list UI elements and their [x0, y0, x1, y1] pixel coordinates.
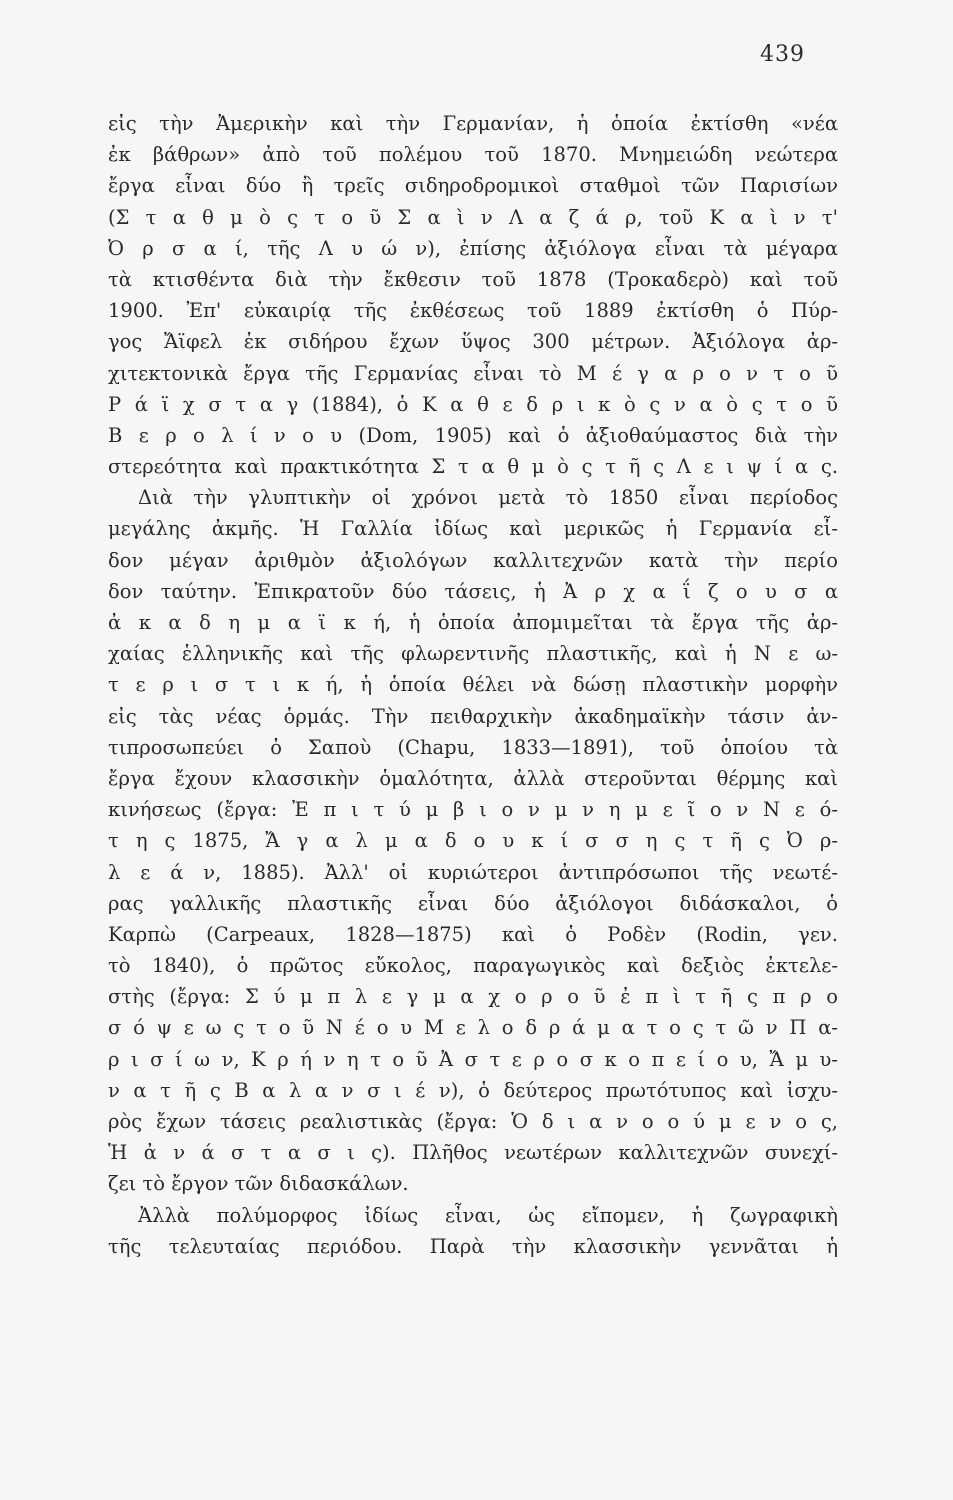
- text-line: τ η ς 1875, Ἄ γ α λ μ α δ ο υ κ ί σ σ η ς τ ῆ ς Ὀ ρ-: [108, 829, 838, 853]
- text-line: ἀ κ α δ η μ α ϊ κ ή, ἡ ὁποία ἀπομιμεῖται τὰ ἔργα τῆς ἀρ-: [108, 611, 838, 634]
- text-line: λ ε ά ν, 1885). Ἀλλ' οἱ κυριώτεροι ἀντιπρόσωποι τῆς νεωτέ-: [108, 860, 838, 884]
- text-line: χιτεκτονικὰ ἔργα τῆς Γερμανίας εἶναι τὸ Μ έ γ α ρ ο ν τ ο ῦ: [108, 361, 838, 385]
- text-line: γος Ἄϊφελ ἐκ σιδήρου ἔχων ὕψος 300 μέτρων. Ἀξιόλογα ἀρ-: [108, 330, 838, 354]
- text-line: στερεότητα καὶ πρακτικότητα Σ τ α θ μ ὸ ς τ ῆ ς Λ ε ι ψ ί α ς.: [108, 455, 838, 479]
- text-line: ἐκ βάθρων» ἀπὸ τοῦ πολέμου τοῦ 1870. Μνημειώδη νεώτερα: [108, 143, 838, 167]
- text-line: ἔργα εἶναι δύο ἢ τρεῖς σιδηροδρομικοὶ σταθμοὶ τῶν Παρισίων: [108, 174, 838, 198]
- text-line: τ ε ρ ι σ τ ι κ ή, ἡ ὁποία θέλει νὰ δώσῃ πλαστικὴν μορφὴν: [108, 673, 838, 697]
- text-line: στὴς (ἔργα: Σ ύ μ π λ ε γ μ α χ ο ρ ο ῦ ἐ π ὶ τ ῆ ς π ρ ο: [108, 985, 838, 1009]
- page-number: 439: [760, 42, 805, 67]
- text-line: ν α τ ῆ ς Β α λ α ν σ ι έ ν), ὁ δεύτερος πρωτότυπος καὶ ἰσχυ-: [108, 1078, 838, 1102]
- text-line: τιπροσωπεύει ὁ Σαποὺ (Chapu, 1833—1891), τοῦ ὁποίου τὰ: [108, 735, 838, 759]
- text-line: ρ ι σ ί ω ν, Κ ρ ή ν η τ ο ῦ Ἀ σ τ ε ρ ο σ κ ο π ε ί ο υ, Ἄ μ υ-: [108, 1047, 838, 1071]
- text-line: ζει τὸ ἔργον τῶν διδασκάλων.: [108, 1172, 409, 1196]
- text-line: ρας γαλλικῆς πλαστικῆς εἶναι δύο ἀξιόλογοι διδάσκαλοι, ὁ: [108, 891, 838, 915]
- text-line: ἔργα ἔχουν κλασσικὴν ὁμαλότητα, ἀλλὰ στεροῦνται θέρμης καὶ: [108, 766, 838, 790]
- text-line: τὸ 1840), ὁ πρῶτος εὔκολος, παραγωγικὸς καὶ δεξιὸς ἐκτελε-: [108, 954, 838, 978]
- text-line: τὰ κτισθέντα διὰ τὴν ἔκθεσιν τοῦ 1878 (Τροκαδερὸ) καὶ τοῦ: [108, 267, 838, 291]
- text-line: Β ε ρ ο λ ί ν ο υ (Dom, 1905) καὶ ὁ ἀξιοθαύμαστος διὰ τὴν: [108, 423, 838, 447]
- text-line: χαίας ἑλληνικῆς καὶ τῆς φλωρεντινῆς πλαστικῆς, καὶ ἡ Ν ε ω-: [108, 642, 838, 666]
- text-line: Διὰ τὴν γλυπτικὴν οἱ χρόνοι μετὰ τὸ 1850 εἶναι περίοδος: [138, 486, 838, 510]
- text-line: Ἡ ἀ ν ά σ τ α σ ι ς). Πλῆθος νεωτέρων καλλιτεχνῶν συνεχί-: [108, 1141, 838, 1165]
- text-line: σ ό ψ ε ω ς τ ο ῦ Ν έ ο υ Μ ε λ ο δ ρ ά μ α τ ο ς τ ῶ ν Π α-: [108, 1016, 838, 1040]
- text-line: κινήσεως (ἔργα: Ἐ π ι τ ύ μ β ι ο ν μ ν η μ ε ῖ ο ν Ν ε ό-: [108, 798, 838, 822]
- text-line: Ρ ά ϊ χ σ τ α γ (1884), ὁ Κ α θ ε δ ρ ι κ ὸ ς ν α ὸ ς τ ο ῦ: [108, 392, 838, 416]
- text-line: δον μέγαν ἀριθμὸν ἀξιολόγων καλλιτεχνῶν κατὰ τὴν περίο: [108, 548, 838, 572]
- text-line: δον ταύτην. Ἐπικρατοῦν δύο τάσεις, ἡ Ἀ ρ χ α ΐ ζ ο υ σ α: [108, 579, 838, 603]
- text-line: τῆς τελευταίας περιόδου. Παρὰ τὴν κλασσικὴν γεννᾶται ἡ: [108, 1234, 838, 1258]
- text-line: (Σ τ α θ μ ὸ ς τ ο ῦ Σ α ὶ ν Λ α ζ ά ρ, τοῦ Κ α ὶ ν τ': [108, 205, 838, 229]
- text-line: μεγάλης ἀκμῆς. Ἡ Γαλλία ἰδίως καὶ μερικῶς ἡ Γερμανία εἶ-: [108, 517, 838, 541]
- body-text: [108, 108, 838, 1262]
- text-line: εἰς τὴν Ἀμερικὴν καὶ τὴν Γερμανίαν, ἡ ὁποία ἐκτίσθη «νέα: [108, 112, 838, 135]
- text-line: Καρπὼ (Carpeaux, 1828—1875) καὶ ὁ Ροδὲν (Rodin, γεν.: [108, 922, 838, 946]
- text-line: Ὀ ρ σ α ί, τῆς Λ υ ώ ν), ἐπίσης ἀξιόλογα εἶναι τὰ μέγαρα: [108, 236, 838, 260]
- text-line: εἰς τὰς νέας ὁρμάς. Τὴν πειθαρχικὴν ἀκαδημαϊκὴν τάσιν ἀν-: [108, 704, 838, 728]
- text-line: 1900. Ἐπ' εὐκαιρίᾳ τῆς ἐκθέσεως τοῦ 1889 ἐκτίσθη ὁ Πύρ-: [108, 299, 838, 323]
- text-line: ρὸς ἔχων τάσεις ρεαλιστικὰς (ἔργα: Ὁ δ ι α ν ο ο ύ μ ε ν ο ς,: [108, 1110, 838, 1133]
- text-line: Ἀλλὰ πολύμορφος ἰδίως εἶναι, ὡς εἴπομεν, ἡ ζωγραφικὴ: [138, 1203, 838, 1227]
